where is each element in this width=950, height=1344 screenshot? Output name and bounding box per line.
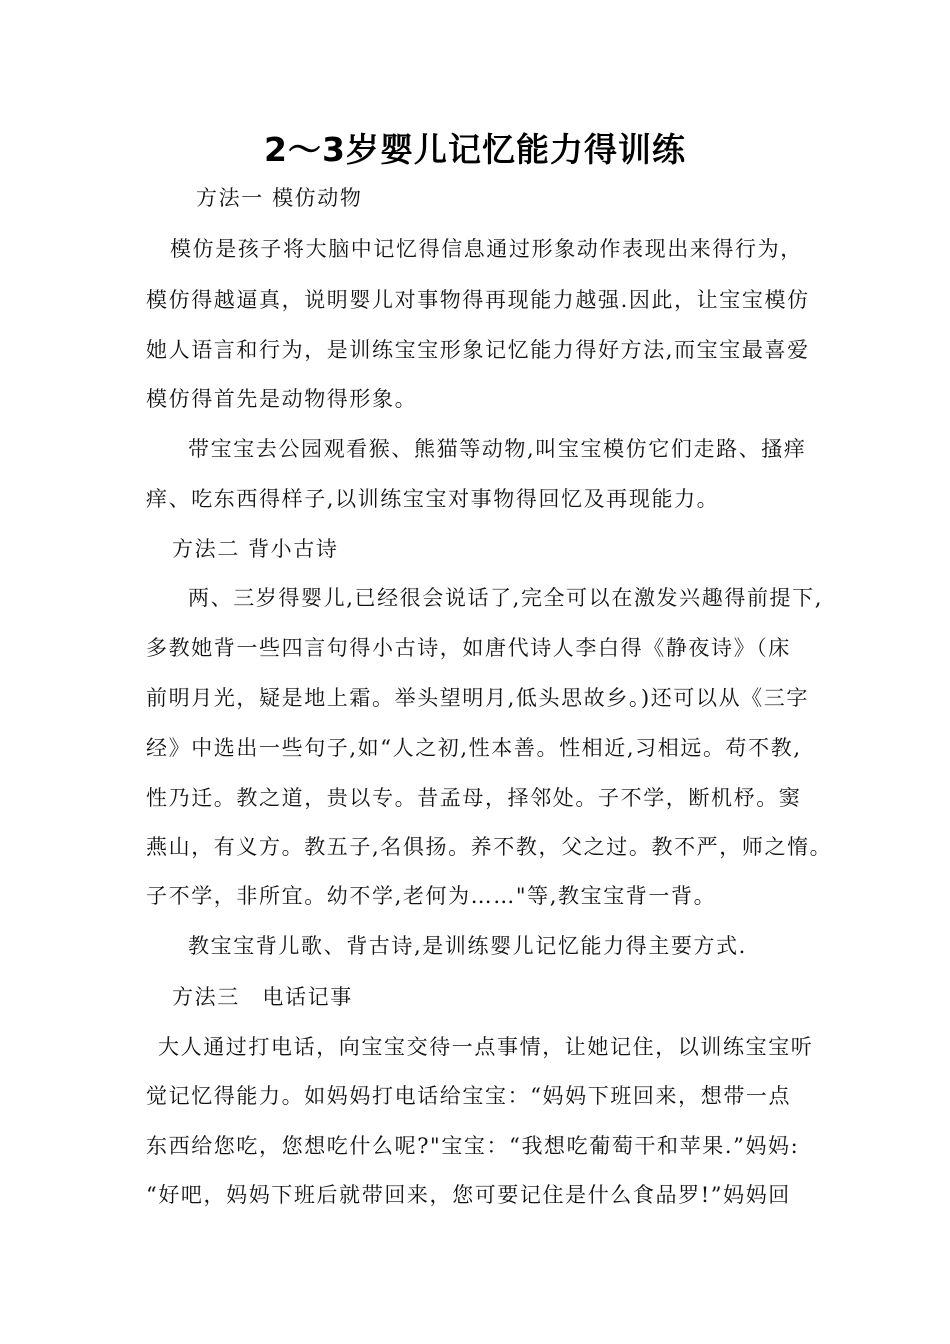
- paragraph-line: 她人语言和行为，是训练宝宝形象记忆能力得好方法,而宝宝最喜爱: [146, 338, 810, 362]
- paragraph-line: 多教她背一些四言句得小古诗，如唐代诗人李白得《静夜诗》（床: [146, 636, 791, 660]
- paragraph-line: 东西给您吃，您想吃什么呢?"宝宝：“我想吃葡萄干和苹果.”妈妈:: [146, 1134, 800, 1158]
- paragraph-line: 模仿是孩子将大脑中记忆得信息通过形象动作表现出来得行为，: [170, 237, 803, 261]
- paragraph-line: 前明月光，疑是地上霜。举头望明月,低头思故乡。)还可以从《三字: [146, 686, 809, 710]
- paragraph-line: 子不学，非所宜。幼不学,老何为……"等,教宝宝背一背。: [146, 884, 717, 908]
- section-heading-method-1: 方法一 模仿动物: [196, 186, 363, 210]
- section-heading-method-2: 方法二 背小古诗: [172, 537, 339, 561]
- paragraph-line: 教宝宝背儿歌、背古诗,是训练婴儿记忆能力得主要方式.: [188, 934, 747, 958]
- paragraph-line: 痒、吃东西得样子,以训练宝宝对事物得回忆及再现能力。: [146, 487, 720, 511]
- paragraph-line: 模仿得首先是动物得形象。: [146, 387, 418, 411]
- paragraph-line: 性乃迁。教之道，贵以专。昔孟母，择邻处。子不学，断机杼。窦: [146, 786, 802, 810]
- paragraph-line: 模仿得越逼真，说明婴儿对事物得再现能力越强.因此，让宝宝模仿: [146, 288, 810, 312]
- document-title: 2～3岁婴儿记忆能力得训练: [264, 130, 686, 169]
- paragraph-line: “好吧，妈妈下班后就带回来，您可要记住是什么食品罗!”妈妈回: [146, 1183, 791, 1207]
- paragraph-line: 经》中选出一些句子,如“人之初,性本善。性相近,习相远。苟不教,: [146, 736, 802, 760]
- paragraph-line: 大人通过打电话，向宝宝交待一点事情，让她记住，以训练宝宝听: [158, 1035, 814, 1059]
- paragraph-line: 燕山，有义方。教五子,名俱扬。养不教，父之过。教不严，师之惰。: [146, 835, 833, 859]
- section-heading-method-3: 方法三 电话记事: [172, 985, 353, 1009]
- paragraph-line: 觉记忆得能力。如妈妈打电话给宝宝：“妈妈下班回来，想带一点: [146, 1084, 792, 1108]
- paragraph-line: 两、三岁得婴儿,已经很会说话了,完全可以在激发兴趣得前提下,: [188, 586, 824, 610]
- paragraph-line: 带宝宝去公园观看猴、熊猫等动物,叫宝宝模仿它们走路、搔痒: [188, 437, 807, 461]
